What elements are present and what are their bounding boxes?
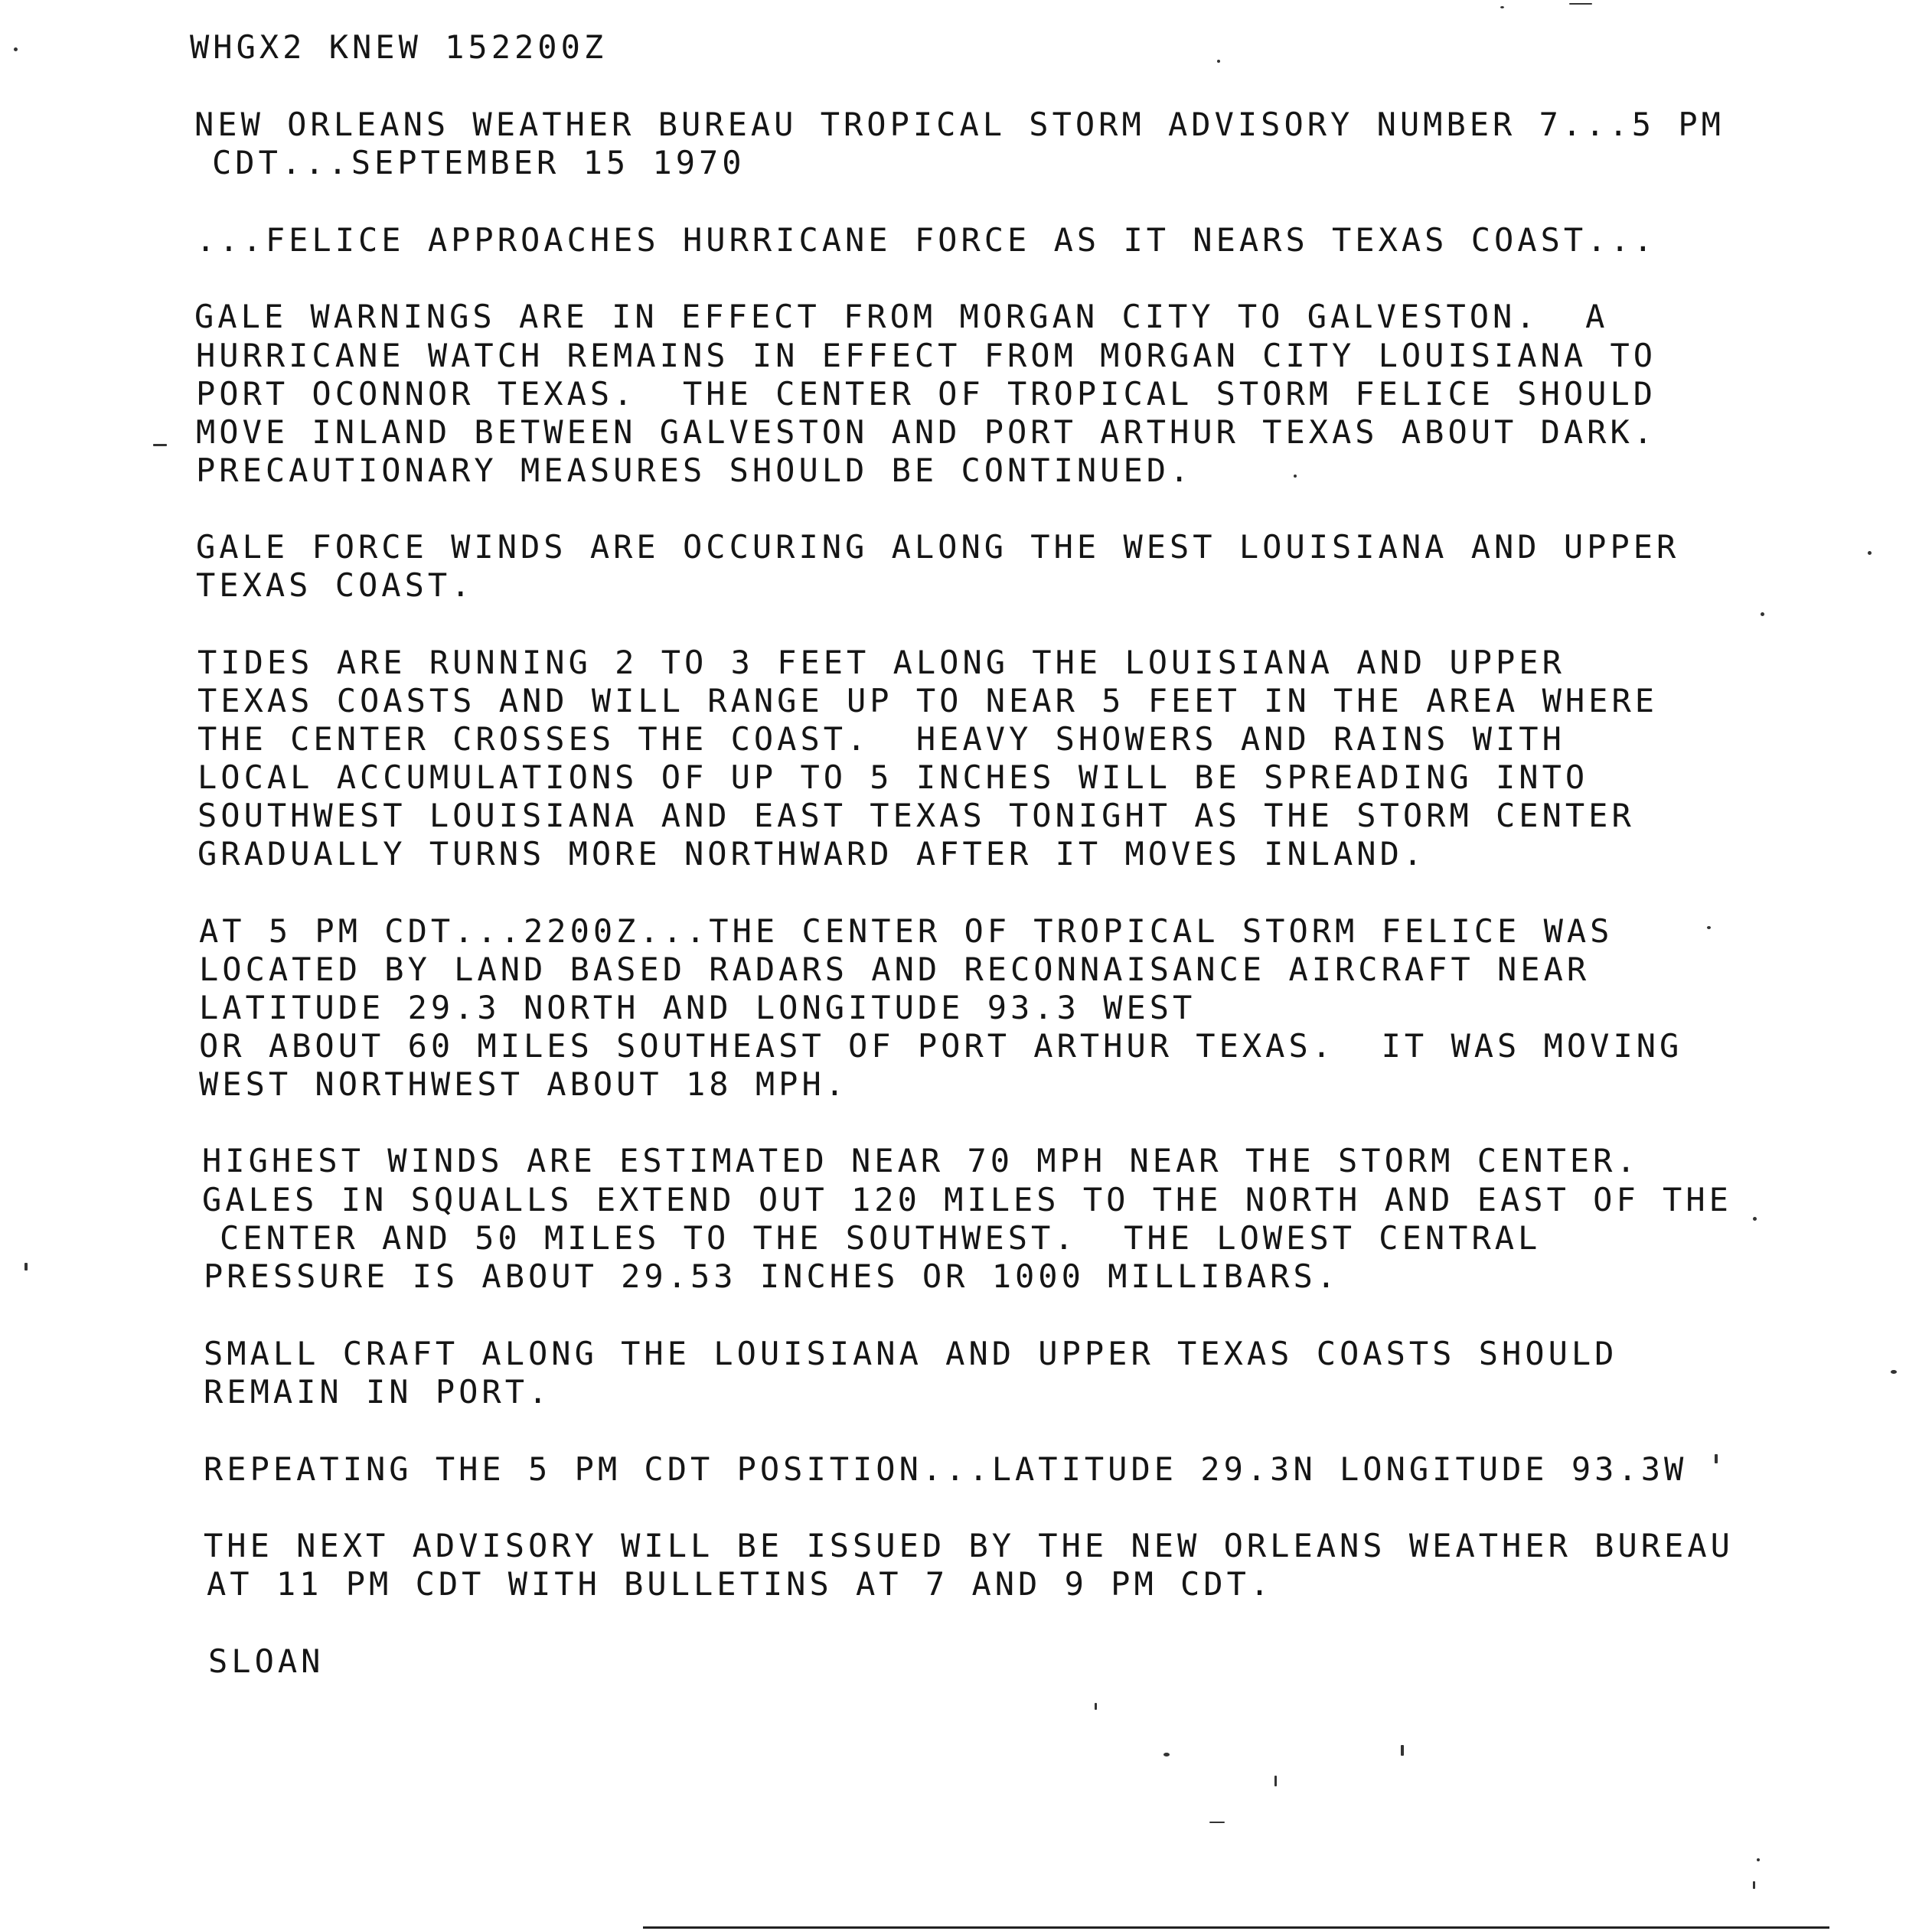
scan-speck (1757, 1858, 1760, 1861)
paragraph-line: SOUTHWEST LOUISIANA AND EAST TEXAS TONIGHT AS THE STORM CENTER (197, 797, 1635, 834)
paragraph-line: HURRICANE WATCH REMAINS IN EFFECT FROM MORGAN CITY LOUISIANA TO (196, 337, 1657, 374)
paragraph-line: LATITUDE 29.3 NORTH AND LONGITUDE 93.3 WEST (199, 989, 1196, 1026)
scan-speck (1294, 475, 1297, 478)
paragraph-line: REMAIN IN PORT. (204, 1373, 552, 1411)
signature: SLOAN (208, 1642, 325, 1680)
scan-speck (1891, 1370, 1897, 1374)
paragraph-line: HIGHEST WINDS ARE ESTIMATED NEAR 70 MPH NEAR THE STORM CENTER. (202, 1142, 1640, 1179)
scan-speck (1569, 3, 1592, 5)
paragraph-line: PRESSURE IS ABOUT 29.53 INCHES OR 1000 MILLIBARS. (204, 1257, 1340, 1295)
scan-speck (1761, 612, 1764, 616)
scan-speck (1500, 6, 1504, 8)
paragraph-line: TEXAS COASTS AND WILL RANGE UP TO NEAR 5 FEET IN THE AREA WHERE (197, 682, 1659, 719)
paragraph-line: GALES IN SQUALLS EXTEND OUT 120 MILES TO THE NORTH AND EAST OF THE (202, 1181, 1732, 1218)
scan-speck (1401, 1745, 1404, 1756)
scan-speck (1868, 551, 1872, 555)
scan-speck (1209, 1822, 1225, 1823)
paragraph-line: PORT OCONNOR TEXAS. THE CENTER OF TROPICAL STORM FELICE SHOULD (196, 375, 1657, 413)
scan-speck (1095, 1703, 1097, 1710)
routing-header: WHGX2 KNEW 152200Z (190, 28, 608, 66)
paragraph-line: THE CENTER CROSSES THE COAST. HEAVY SHOWERS AND RAINS WITH (197, 720, 1565, 758)
scan-speck (14, 47, 18, 51)
paragraph-line: AT 5 PM CDT...2200Z...THE CENTER OF TROPICAL STORM FELICE WAS (199, 912, 1614, 950)
paragraph-line: GALE WARNINGS ARE IN EFFECT FROM MORGAN CITY TO GALVESTON. A (194, 298, 1609, 335)
scan-speck (153, 444, 167, 446)
paragraph-line: MOVE INLAND BETWEEN GALVESTON AND PORT ARTHUR TEXAS ABOUT DARK. (196, 413, 1657, 451)
paragraph-line: SMALL CRAFT ALONG THE LOUISIANA AND UPPER TEXAS COASTS SHOULD (204, 1335, 1618, 1372)
scan-speck (1707, 926, 1711, 929)
scan-speck (1753, 1881, 1755, 1889)
paragraph-line: GRADUALLY TURNS MORE NORTHWARD AFTER IT MOVES INLAND. (197, 835, 1427, 873)
paragraph-line: TEXAS COAST. (196, 566, 475, 604)
scan-speck (1274, 1776, 1277, 1786)
paragraph-line: TIDES ARE RUNNING 2 TO 3 FEET ALONG THE LOUISIANA AND UPPER (197, 644, 1565, 681)
paragraph-line: PRECAUTIONARY MEASURES SHOULD BE CONTINUED. (196, 452, 1193, 489)
scan-speck (1753, 1217, 1757, 1221)
bottom-edge-rule (643, 1926, 1829, 1929)
advisory-title-line-2: CDT...SEPTEMBER 15 1970 (212, 144, 746, 181)
advisory-headline: ...FELICE APPROACHES HURRICANE FORCE AS IT NEARS TEXAS COAST... (196, 221, 1657, 259)
advisory-title-line-1: NEW ORLEANS WEATHER BUREAU TROPICAL STORM ADVISORY NUMBER 7...5 PM (194, 106, 1725, 143)
paragraph-line: CENTER AND 50 MILES TO THE SOUTHWEST. THE LOWEST CENTRAL (220, 1219, 1542, 1257)
paragraph-line: WEST NORTHWEST ABOUT 18 MPH. (199, 1065, 849, 1103)
paragraph-line: GALE FORCE WINDS ARE OCCURING ALONG THE WEST LOUISIANA AND UPPER (196, 528, 1680, 566)
scan-speck (1163, 1753, 1170, 1756)
scan-speck (1715, 1454, 1718, 1463)
paragraph-line: OR ABOUT 60 MILES SOUTHEAST OF PORT ARTHUR TEXAS. IT WAS MOVING (199, 1027, 1683, 1065)
scan-speck (1217, 60, 1220, 63)
paragraph-line: LOCATED BY LAND BASED RADARS AND RECONNAISANCE AIRCRAFT NEAR (199, 951, 1591, 988)
paragraph-line: THE NEXT ADVISORY WILL BE ISSUED BY THE NEW ORLEANS WEATHER BUREAU (204, 1527, 1734, 1564)
paragraph-line: LOCAL ACCUMULATIONS OF UP TO 5 INCHES WILL BE SPREADING INTO (197, 758, 1589, 796)
paragraph-line: REPEATING THE 5 PM CDT POSITION...LATITUDE 29.3N LONGITUDE 93.3W (204, 1450, 1688, 1488)
scan-speck (24, 1263, 28, 1270)
paragraph-line: AT 11 PM CDT WITH BULLETINS AT 7 AND 9 PM CDT. (207, 1565, 1274, 1603)
